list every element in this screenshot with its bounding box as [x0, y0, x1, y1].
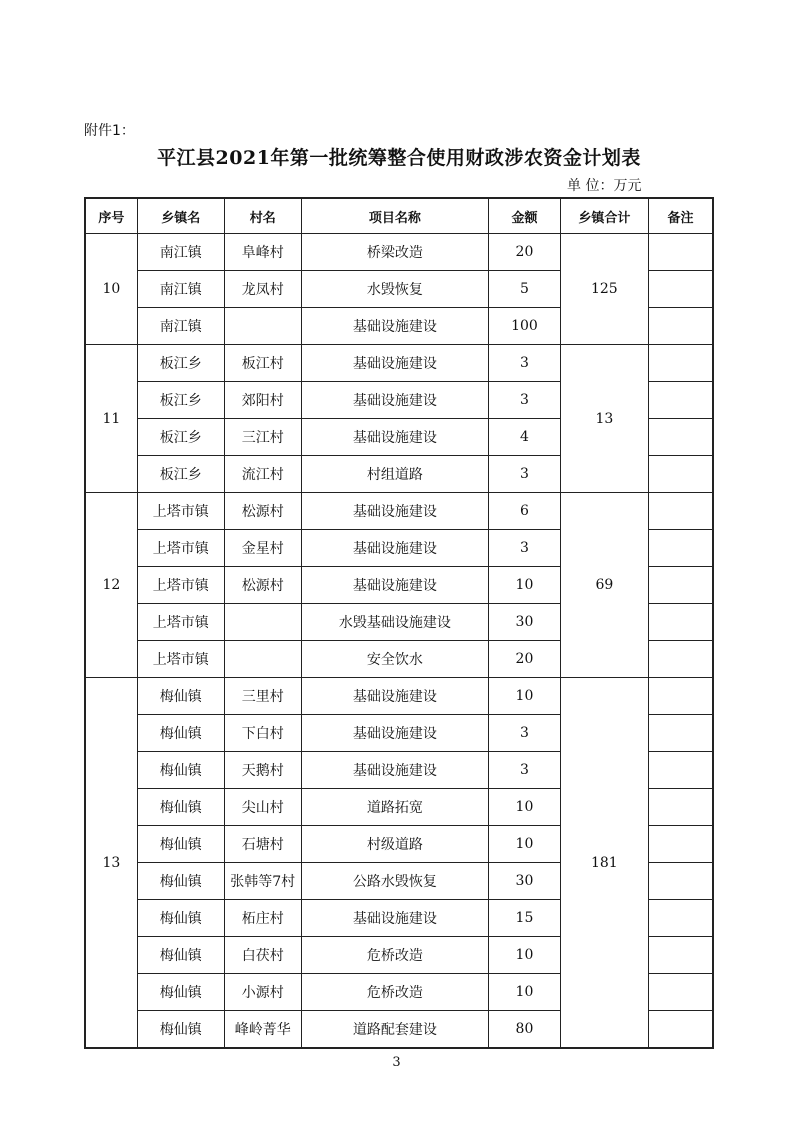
project-cell: 基础设施建设: [301, 308, 488, 345]
project-cell: 安全饮水: [301, 641, 488, 678]
remarks-cell: [648, 715, 713, 752]
attachment-label: 附件1：: [84, 123, 135, 139]
village-cell: 阜峰村: [224, 234, 301, 271]
project-cell: 基础设施建设: [301, 752, 488, 789]
amount-cell: 30: [489, 863, 561, 900]
amount-cell: 80: [489, 1011, 561, 1049]
amount-cell: 20: [489, 234, 561, 271]
project-cell: 基础设施建设: [301, 493, 488, 530]
project-cell: 危桥改造: [301, 974, 488, 1011]
amount-cell: 10: [489, 974, 561, 1011]
remarks-cell: [648, 678, 713, 715]
header-seq: 序号: [85, 198, 137, 234]
village-cell: 金星村: [224, 530, 301, 567]
remarks-cell: [648, 937, 713, 974]
table-row: [85, 678, 713, 715]
remarks-cell: [648, 382, 713, 419]
header-township: 乡镇名: [137, 198, 224, 234]
funding-plan-table: [84, 197, 714, 1049]
amount-cell: 3: [489, 752, 561, 789]
remarks-cell: [648, 271, 713, 308]
township-cell: 梅仙镇: [137, 863, 224, 900]
amount-cell: 3: [489, 456, 561, 493]
amount-cell: 3: [489, 530, 561, 567]
project-cell: 基础设施建设: [301, 419, 488, 456]
remarks-cell: [648, 456, 713, 493]
page-number: 3: [392, 1055, 401, 1070]
header-project: 项目名称: [301, 198, 488, 234]
amount-cell: 20: [489, 641, 561, 678]
amount-cell: 4: [489, 419, 561, 456]
remarks-cell: [648, 863, 713, 900]
remarks-cell: [648, 789, 713, 826]
project-cell: 基础设施建设: [301, 530, 488, 567]
project-cell: 基础设施建设: [301, 567, 488, 604]
village-cell: [224, 641, 301, 678]
village-cell: 下白村: [224, 715, 301, 752]
village-cell: 峰岭菁华: [224, 1011, 301, 1049]
village-cell: 松源村: [224, 567, 301, 604]
township-cell: 板江乡: [137, 382, 224, 419]
township-total-cell: 181: [560, 678, 648, 1049]
remarks-cell: [648, 308, 713, 345]
township-cell: 梅仙镇: [137, 900, 224, 937]
table-row: [85, 493, 713, 530]
project-cell: 基础设施建设: [301, 345, 488, 382]
township-cell: 梅仙镇: [137, 678, 224, 715]
township-total-cell: 125: [560, 234, 648, 345]
table-body: [85, 234, 713, 1049]
township-cell: 梅仙镇: [137, 974, 224, 1011]
township-cell: 梅仙镇: [137, 789, 224, 826]
village-cell: 尖山村: [224, 789, 301, 826]
seq-cell: 10: [85, 234, 137, 345]
table-row: [85, 234, 713, 271]
village-cell: 白茯村: [224, 937, 301, 974]
project-cell: 基础设施建设: [301, 715, 488, 752]
village-cell: [224, 308, 301, 345]
township-cell: 上塔市镇: [137, 604, 224, 641]
village-cell: 三江村: [224, 419, 301, 456]
remarks-cell: [648, 1011, 713, 1049]
project-cell: 基础设施建设: [301, 678, 488, 715]
township-cell: 梅仙镇: [137, 937, 224, 974]
village-cell: [224, 604, 301, 641]
village-cell: 张韩等7村: [224, 863, 301, 900]
project-cell: 基础设施建设: [301, 900, 488, 937]
amount-cell: 10: [489, 937, 561, 974]
project-cell: 危桥改造: [301, 937, 488, 974]
village-cell: 石塘村: [224, 826, 301, 863]
township-cell: 板江乡: [137, 345, 224, 382]
remarks-cell: [648, 900, 713, 937]
seq-cell: 11: [85, 345, 137, 493]
township-cell: 梅仙镇: [137, 752, 224, 789]
project-cell: 道路配套建设: [301, 1011, 488, 1049]
village-cell: 柘庄村: [224, 900, 301, 937]
township-cell: 南江镇: [137, 308, 224, 345]
township-cell: 南江镇: [137, 234, 224, 271]
amount-cell: 15: [489, 900, 561, 937]
amount-cell: 30: [489, 604, 561, 641]
seq-cell: 13: [85, 678, 137, 1049]
project-cell: 村组道路: [301, 456, 488, 493]
remarks-cell: [648, 604, 713, 641]
remarks-cell: [648, 567, 713, 604]
seq-cell: 12: [85, 493, 137, 678]
remarks-cell: [648, 530, 713, 567]
project-cell: 公路水毁恢复: [301, 863, 488, 900]
header-village: 村名: [224, 198, 301, 234]
township-cell: 上塔市镇: [137, 493, 224, 530]
remarks-cell: [648, 234, 713, 271]
village-cell: 松源村: [224, 493, 301, 530]
amount-cell: 100: [489, 308, 561, 345]
header-amount: 金额: [489, 198, 561, 234]
table-header-row: [85, 198, 713, 234]
village-cell: 龙凤村: [224, 271, 301, 308]
township-cell: 梅仙镇: [137, 826, 224, 863]
village-cell: 小源村: [224, 974, 301, 1011]
township-cell: 上塔市镇: [137, 641, 224, 678]
township-total-cell: 13: [560, 345, 648, 493]
remarks-cell: [648, 345, 713, 382]
table-row: [85, 345, 713, 382]
project-cell: 道路拓宽: [301, 789, 488, 826]
project-cell: 村级道路: [301, 826, 488, 863]
township-total-cell: 69: [560, 493, 648, 678]
header-remarks: 备注: [648, 198, 713, 234]
township-cell: 梅仙镇: [137, 1011, 224, 1049]
project-cell: 水毁基础设施建设: [301, 604, 488, 641]
remarks-cell: [648, 641, 713, 678]
township-cell: 板江乡: [137, 456, 224, 493]
amount-cell: 3: [489, 345, 561, 382]
remarks-cell: [648, 974, 713, 1011]
remarks-cell: [648, 826, 713, 863]
document-title: 平江县2021年第一批统筹整合使用财政涉农资金计划表: [157, 147, 641, 169]
amount-cell: 10: [489, 789, 561, 826]
amount-cell: 5: [489, 271, 561, 308]
township-cell: 板江乡: [137, 419, 224, 456]
unit-label: 单 位：万元: [567, 178, 642, 194]
amount-cell: 10: [489, 826, 561, 863]
township-cell: 南江镇: [137, 271, 224, 308]
header-township-total: 乡镇合计: [560, 198, 648, 234]
remarks-cell: [648, 752, 713, 789]
township-cell: 上塔市镇: [137, 567, 224, 604]
village-cell: 板江村: [224, 345, 301, 382]
remarks-cell: [648, 493, 713, 530]
village-cell: 天鹅村: [224, 752, 301, 789]
amount-cell: 6: [489, 493, 561, 530]
project-cell: 基础设施建设: [301, 382, 488, 419]
amount-cell: 10: [489, 567, 561, 604]
amount-cell: 3: [489, 382, 561, 419]
project-cell: 水毁恢复: [301, 271, 488, 308]
amount-cell: 10: [489, 678, 561, 715]
township-cell: 梅仙镇: [137, 715, 224, 752]
remarks-cell: [648, 419, 713, 456]
amount-cell: 3: [489, 715, 561, 752]
village-cell: 三里村: [224, 678, 301, 715]
township-cell: 上塔市镇: [137, 530, 224, 567]
village-cell: 郊阳村: [224, 382, 301, 419]
project-cell: 桥梁改造: [301, 234, 488, 271]
village-cell: 流江村: [224, 456, 301, 493]
